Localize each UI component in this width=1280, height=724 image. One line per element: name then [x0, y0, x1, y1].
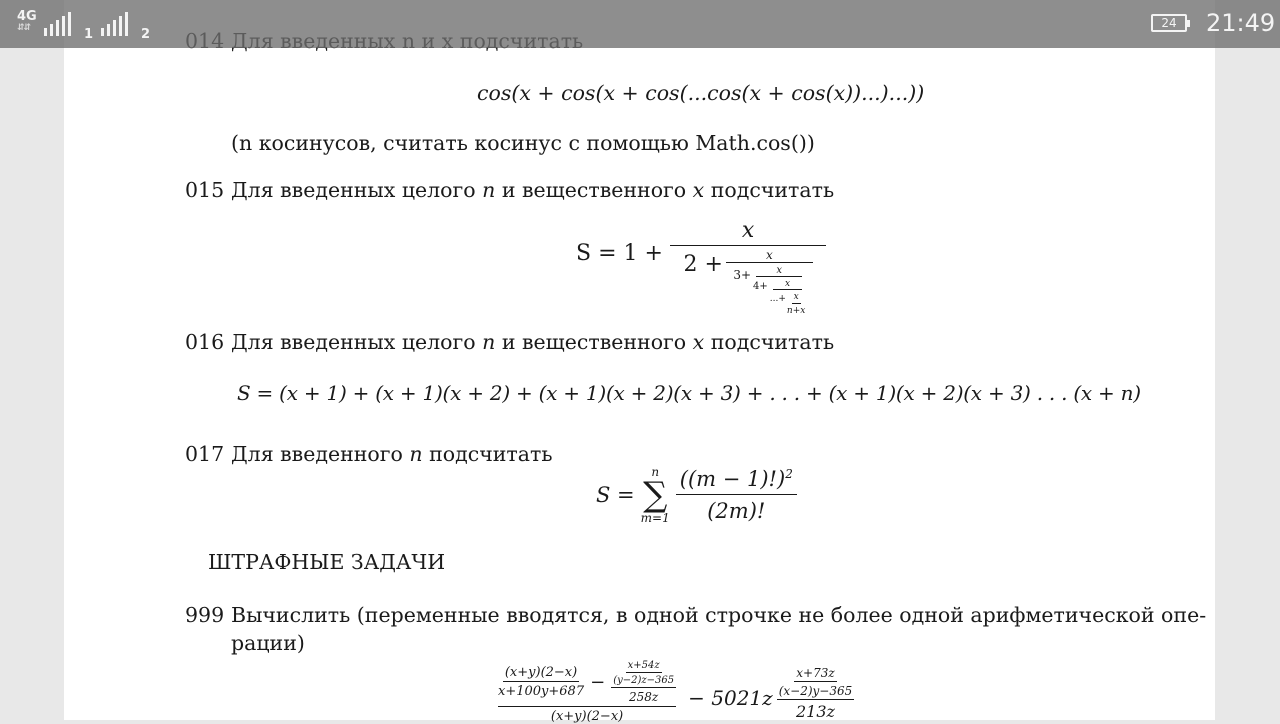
numerator: x: [670, 218, 826, 246]
fraction: [753, 265, 805, 316]
fraction: [670, 218, 826, 316]
network-type: 4G: [17, 9, 37, 24]
numerator: x: [773, 279, 802, 290]
signal-strength-icon: [101, 12, 128, 36]
problem-text-line2: рации): [231, 631, 305, 655]
numerator: [498, 660, 676, 707]
sim1-label: 1: [84, 27, 94, 42]
denominator-lead: 4+: [753, 281, 768, 292]
problem-text: [231, 330, 834, 354]
problem-number: 016: [185, 330, 225, 354]
fraction: [613, 660, 674, 686]
formula: S = (x + 1) + (x + 1)(x + 2) + (x + 1)(x + 2)(x + 3) + . . . + (x + 1)(x + 2)(x + 3) . . . (x + n): [237, 381, 1141, 405]
problem-number: 999: [185, 603, 225, 627]
minus-sign: −: [590, 671, 606, 693]
numerator: (x+y)(2−x): [504, 665, 578, 680]
text-segment: Для введенных целого: [231, 178, 483, 202]
denominator: [733, 263, 805, 316]
text-segment: и вещественного: [495, 178, 693, 202]
big-fraction: [498, 660, 676, 724]
battery-icon: [1151, 14, 1187, 32]
sigma-icon: ∑: [643, 475, 668, 515]
fraction: [787, 292, 805, 316]
denominator-lead: 3+: [733, 268, 752, 282]
clock: 21:49: [1206, 9, 1276, 37]
numerator: [777, 666, 855, 700]
denominator: (x−2)y−365: [778, 684, 853, 698]
exponent: 2: [785, 467, 793, 481]
fraction: [676, 467, 797, 523]
denominator: (y−2)z−365: [613, 675, 675, 686]
numerator: x: [726, 248, 813, 263]
numerator: x+54z: [627, 660, 660, 671]
denominator: (2m)!: [707, 499, 766, 523]
fraction: [726, 248, 813, 316]
variable: n: [482, 330, 496, 354]
numerator: x: [756, 265, 802, 277]
section-heading: ШТРАФНЫЕ ЗАДАЧИ: [208, 550, 446, 574]
problem-note: (n косинусов, считать косинус с помощью Math.cos()): [231, 131, 815, 155]
denominator: [684, 246, 813, 316]
sum-upper-limit: n: [651, 465, 660, 479]
formula-lhs: S =: [596, 483, 635, 507]
exponent-fraction: [777, 666, 855, 721]
sim2-label: 2: [141, 27, 151, 42]
fraction: [770, 279, 806, 316]
sum-lower-limit: m=1: [640, 511, 670, 525]
denominator: [753, 277, 805, 316]
sum-formula: [596, 466, 797, 524]
denominator-lead: ...+: [769, 294, 786, 304]
denominator: n+x: [786, 306, 806, 316]
denominator-lead: 2 +: [683, 252, 723, 277]
numerator-base: ((m − 1)!): [679, 467, 786, 491]
variable: x: [692, 178, 705, 202]
term-lead: − 5021z: [688, 686, 773, 710]
fraction: [779, 666, 853, 698]
formula: cos(x + cos(x + cos(...cos(x + cos(x))...)...)): [477, 81, 925, 105]
text-segment: подсчитать: [704, 330, 835, 354]
text-segment: и вещественного: [495, 330, 693, 354]
problem-text: [231, 178, 834, 202]
numerator: x+73z: [796, 666, 835, 680]
numerator: [676, 467, 797, 495]
data-arrows-icon: ⇵⇵: [17, 23, 31, 33]
numerator: [611, 660, 676, 688]
continued-fraction-formula: [576, 218, 826, 316]
denominator: [770, 290, 806, 316]
text-segment: Для введенного: [231, 442, 410, 466]
denominator: x+100y+687: [498, 684, 585, 699]
text-segment: подсчитать: [704, 178, 835, 202]
fraction: [498, 665, 584, 699]
problem-number: 017: [185, 442, 225, 466]
formula-999: [498, 660, 854, 724]
network-indicator: [17, 10, 37, 33]
variable: n: [409, 442, 423, 466]
problem-number: 015: [185, 178, 225, 202]
text-segment: Для введенных целого: [231, 330, 483, 354]
battery-level: 24: [1161, 16, 1177, 30]
variable: n: [482, 178, 496, 202]
problem-text: [231, 442, 553, 466]
denominator: 258z: [629, 690, 659, 704]
formula-lhs: S = 1 +: [576, 240, 663, 266]
denominator: 213z: [795, 702, 835, 721]
numerator: x: [793, 292, 799, 302]
variable: x: [692, 330, 705, 354]
fraction: [611, 660, 676, 704]
problem-text-line1: Вычислить (переменные вводятся, в одной строчке не более одной арифметической опе-: [231, 603, 1207, 627]
sum-operator: [641, 466, 670, 524]
denominator: (x+y)(2−x): [550, 709, 624, 724]
signal-strength-icon: [44, 12, 71, 36]
status-bar: [0, 0, 1280, 48]
text-segment: подсчитать: [422, 442, 553, 466]
